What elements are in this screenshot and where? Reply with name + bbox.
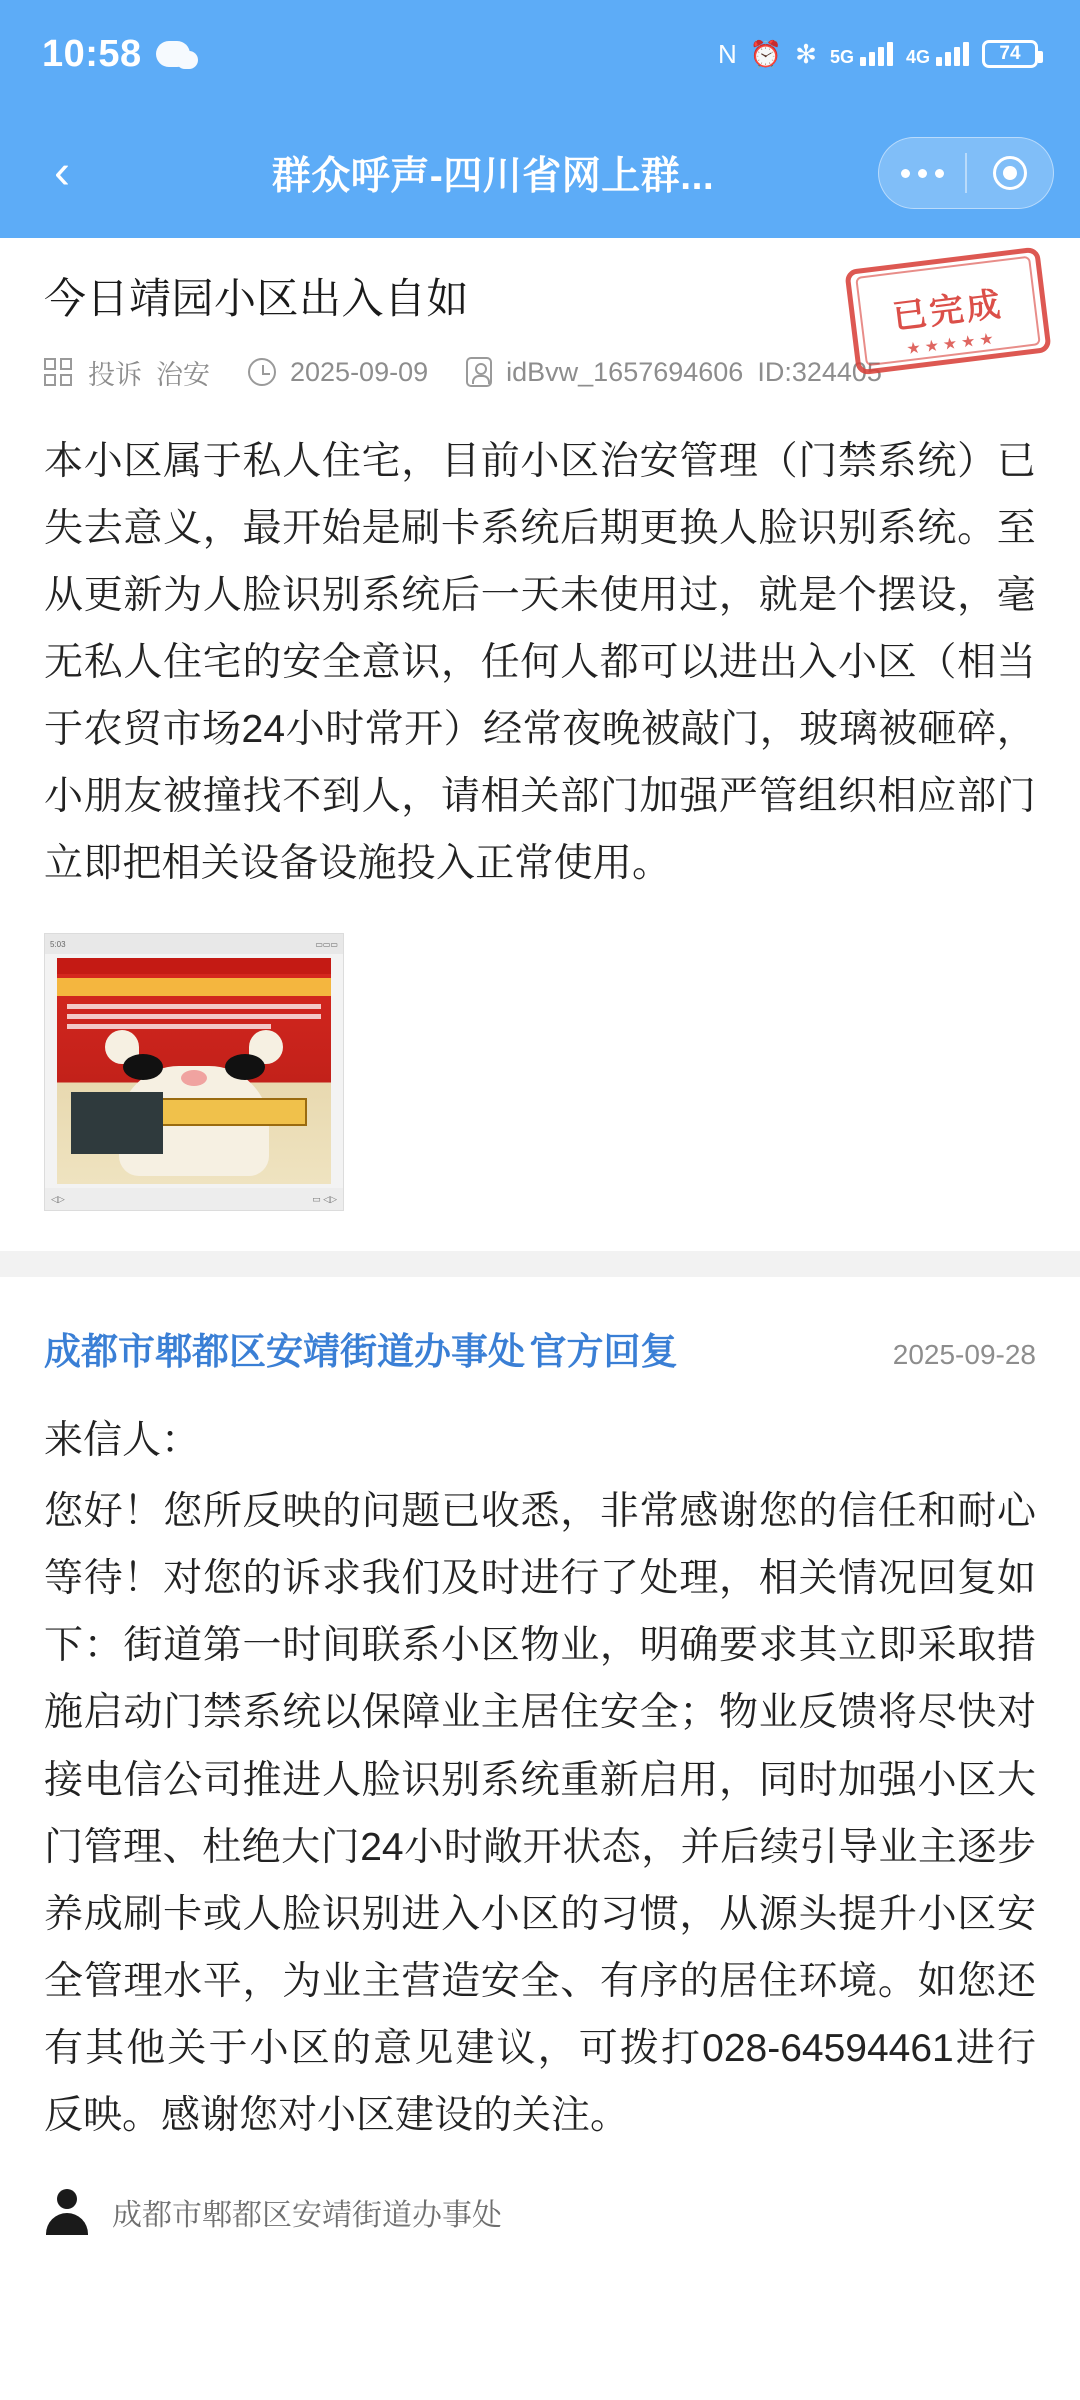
- page-title: 群众呼声-四川省网上群...: [271, 155, 715, 198]
- target-icon: [993, 156, 1027, 190]
- thumbnail-bottom-bar: ◁▷ ▭ ◁▷: [45, 1188, 343, 1210]
- reply-signature: [0, 2153, 1080, 2265]
- status-bar-right: [718, 40, 1038, 68]
- signal-4g-bars: [936, 42, 969, 66]
- reply-organization: 成都市郫都区安靖街道办事处: [44, 1331, 525, 1373]
- thumbnail-poster-art: [57, 958, 331, 1184]
- signal-5g-label: 5G: [829, 47, 854, 67]
- reply-date: 2025-09-28: [892, 1339, 1036, 1371]
- section-divider: [0, 1251, 1080, 1277]
- miniprogram-capsule[interactable]: [878, 137, 1054, 209]
- signal-5g-icon: [830, 42, 893, 66]
- post-attachments: [0, 907, 1080, 1251]
- poster-inset-photo: [71, 1092, 163, 1154]
- battery-icon: [982, 40, 1038, 68]
- status-bar-left: [42, 33, 190, 76]
- meta-user-id: idBvw_1657694606: [506, 356, 744, 387]
- battery-level: 74: [999, 43, 1021, 64]
- nfc-icon: N: [718, 39, 737, 69]
- reply-tag: 官方回复: [529, 1331, 678, 1373]
- stamp-label: 已完成: [890, 284, 1006, 337]
- signature-name: 成都市郫都区安靖街道办事处: [112, 2199, 502, 2232]
- stamp-stars: ★★★★★: [905, 330, 999, 359]
- poster-ribbon: [57, 978, 331, 996]
- alarm-icon: ⏰: [749, 39, 783, 69]
- poster-text-line-2: [67, 1014, 321, 1019]
- meta-post-id: ID:324405: [757, 356, 882, 387]
- poster-text-line-1: [67, 1004, 321, 1009]
- reply-text: 您好！您所反映的问题已收悉，非常感谢您的信任和耐心等待！对您的诉求我们及时进行了处理，相关情况回复如下：街道第一时间联系小区物业，明确要求其立即采取措施启动门禁系统以保障业主居住安全；物业反馈将尽快对接电信公司推进人脸识别系统重新启用，同时加强小区大门管理、杜绝大门24小时敞开状态，并后续引导业主逐步养成刷卡或人脸识别进入小区的习惯，从源头提升小区安全管理水平，为业主营造安全、有序的居住环境。如您还有其他关于小区的意见建议，可拨打028-64594461进行反映。感谢您对小区建设的关注。: [44, 1490, 1036, 2137]
- attachment-image-thumbnail[interactable]: [44, 933, 344, 1211]
- post-title: 今日靖园小区出入自如: [44, 275, 470, 322]
- more-options-button[interactable]: [879, 138, 965, 208]
- reply-salutation: 来信人：: [44, 1419, 201, 1463]
- poster-text-line-3: [67, 1024, 271, 1029]
- meta-category-1: 投诉: [88, 359, 142, 390]
- poster-header-band: [57, 958, 331, 974]
- poster-cat-eye-left: [123, 1054, 163, 1080]
- signal-4g-label: 4G: [905, 47, 930, 67]
- clock-icon: [248, 358, 276, 386]
- meta-date: 2025-09-09: [290, 356, 429, 387]
- signal-4g-icon: [906, 42, 969, 66]
- status-bar: [0, 0, 1080, 108]
- thumbnail-top-bar: 5:03 ▭▭▭: [45, 934, 343, 954]
- post-content: [0, 238, 1080, 2265]
- meta-category-2: 治安: [156, 359, 210, 390]
- close-miniprogram-button[interactable]: [967, 138, 1053, 208]
- signal-5g-bars: [860, 42, 893, 66]
- reply-header: [0, 1277, 1080, 1375]
- post-header: [0, 238, 1080, 392]
- more-dots-icon: [901, 169, 944, 178]
- poster-cat-eye-right: [225, 1054, 265, 1080]
- wechat-icon: [156, 41, 190, 67]
- post-body: 本小区属于私人住宅，目前小区治安管理（门禁系统）已失去意义，最开始是刷卡系统后期更换人脸识别系统。至从更新为人脸识别系统后一天未使用过，就是个摆设，毫无私人住宅的安全意识，任何人都可以进出入小区（相当于农贸市场24小时常开）经常夜晚被敲门，玻璃被砸碎，小朋友被撞找不到人，请相关部门加强严管组织相应部门立即把相关设备设施投入正常使用。: [44, 439, 1036, 886]
- back-button[interactable]: ‹: [54, 146, 70, 199]
- category-icon: [44, 358, 72, 386]
- reply-body: [0, 1375, 1080, 2149]
- status-badge-completed: [844, 240, 1053, 381]
- user-icon: [466, 357, 492, 387]
- nav-bar: [0, 108, 1080, 238]
- reply-org-line: [44, 1321, 677, 1375]
- status-time: 10:58: [42, 32, 142, 75]
- avatar-icon: [44, 2189, 90, 2235]
- poster-cat-nose: [181, 1070, 207, 1086]
- bluetooth-icon: ✻: [795, 39, 817, 69]
